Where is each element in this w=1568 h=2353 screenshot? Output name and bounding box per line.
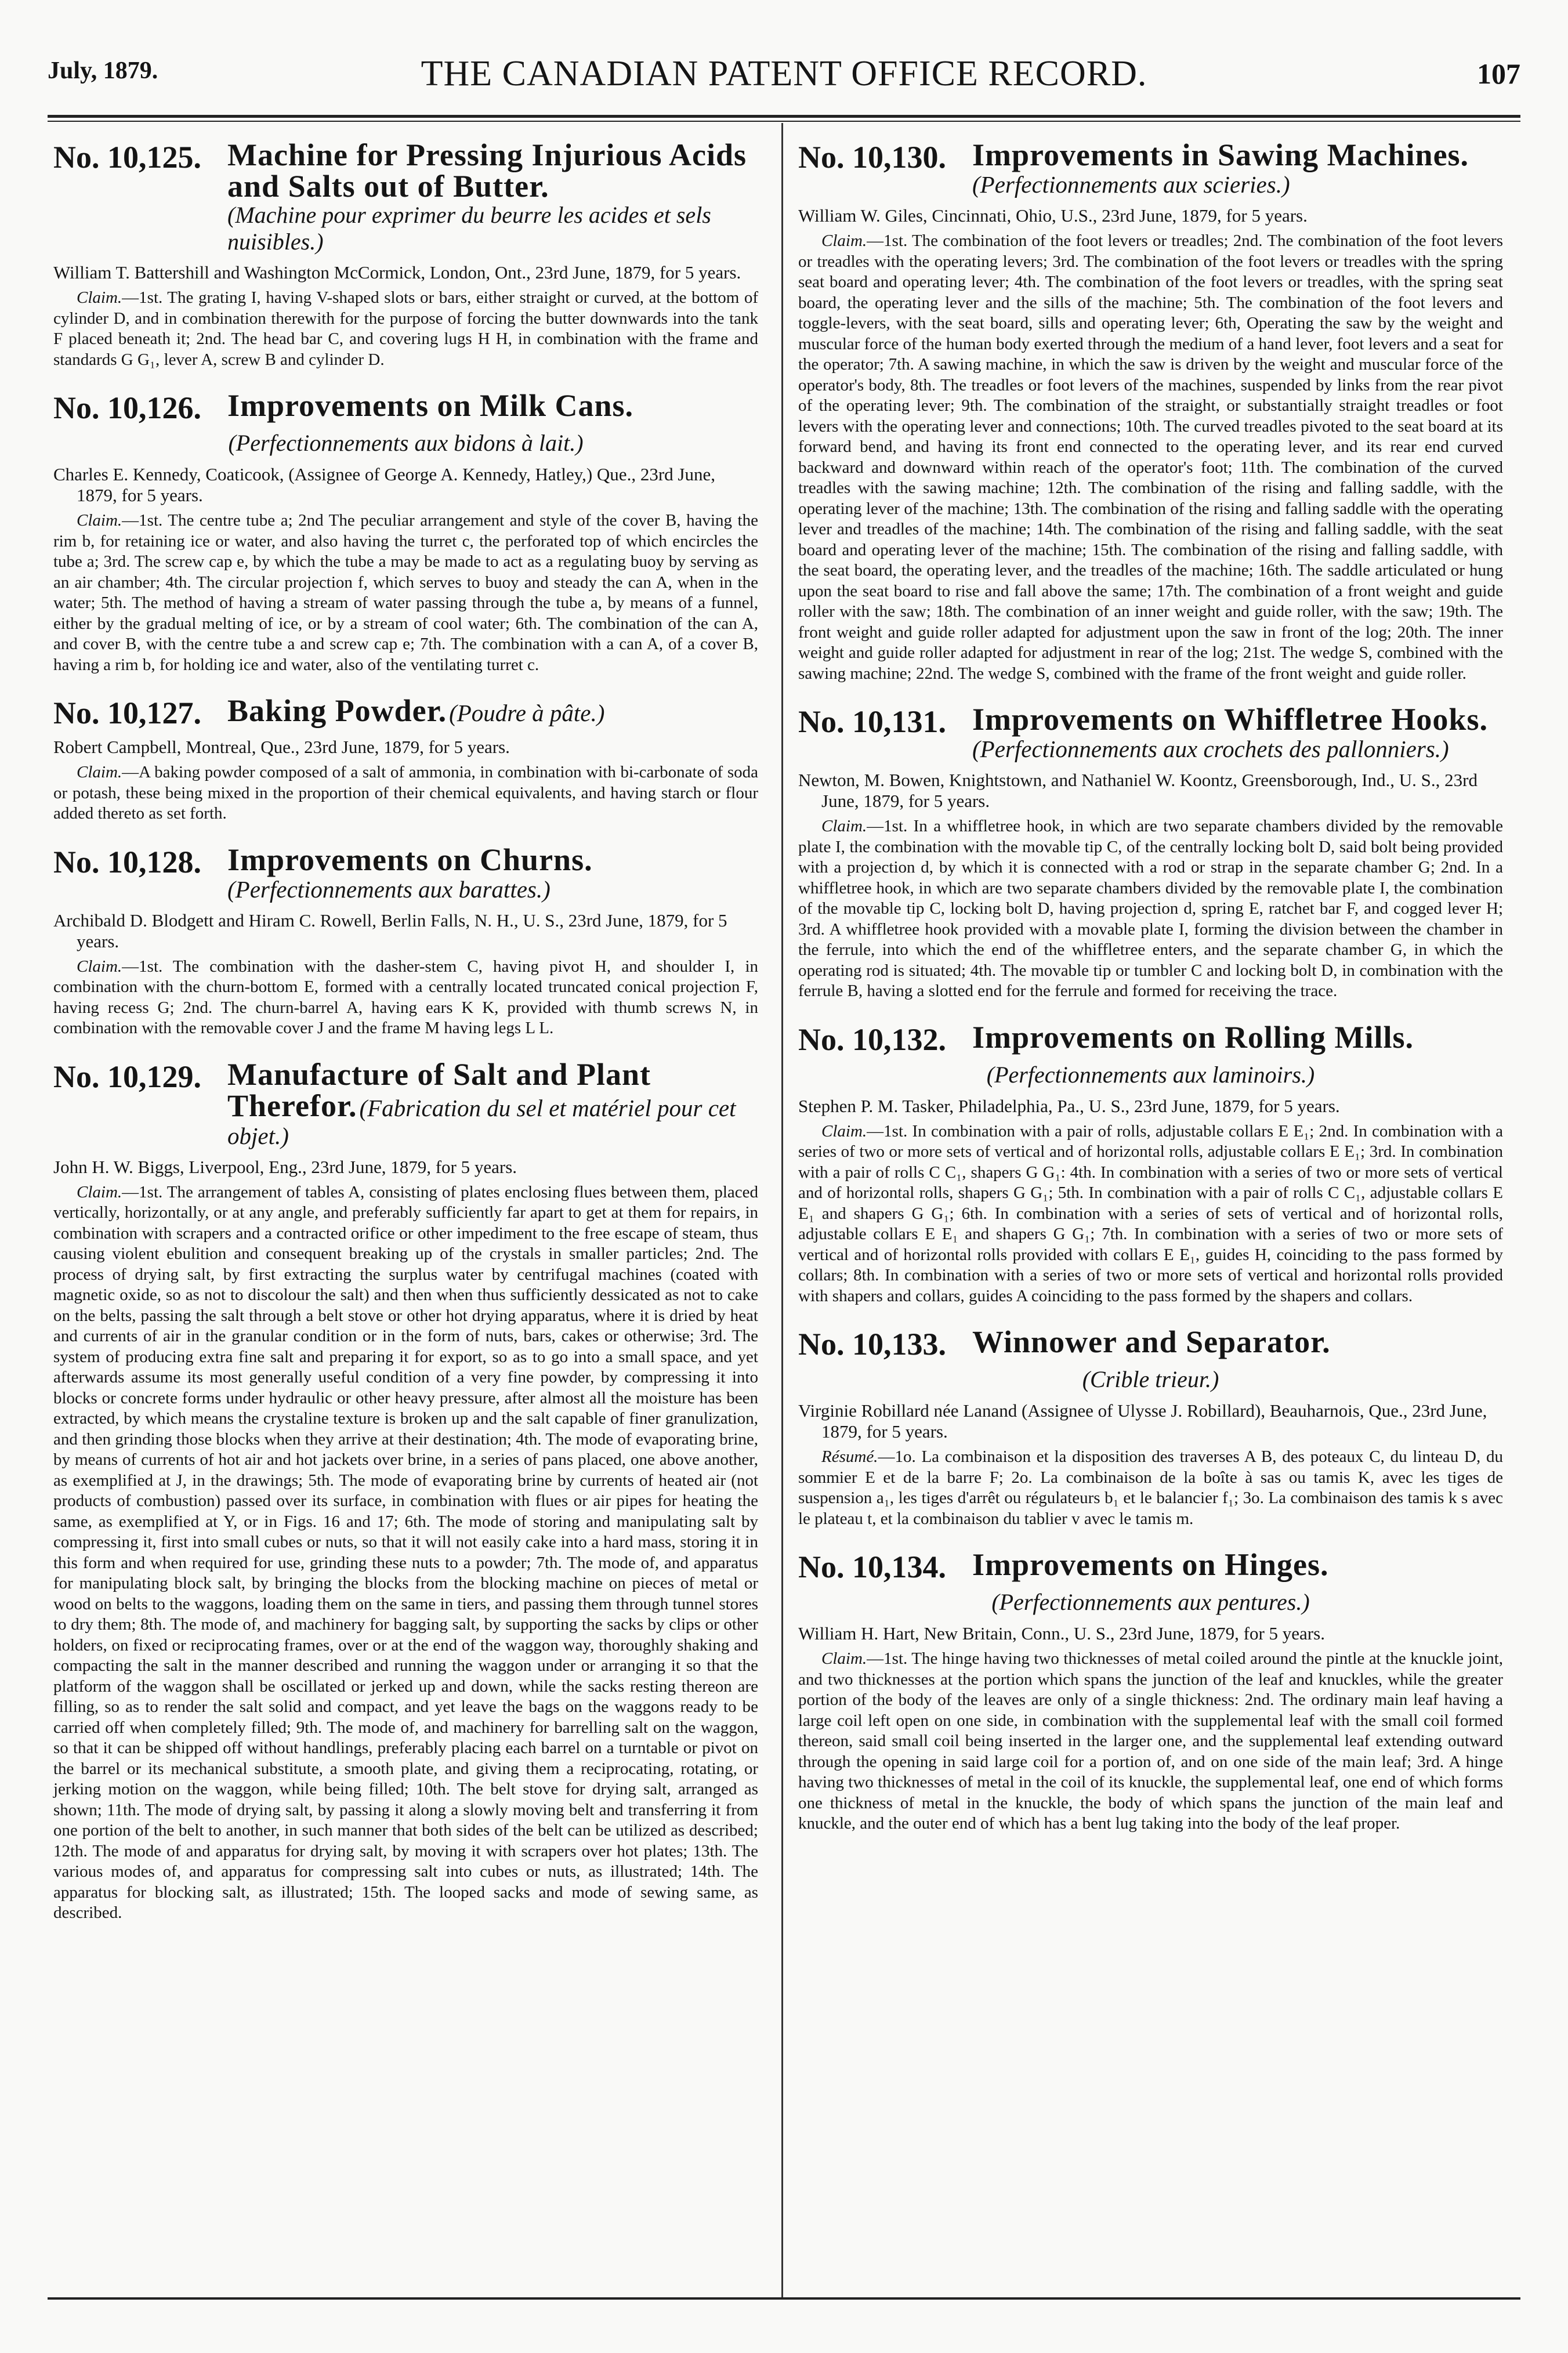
entry-heading [798, 704, 1503, 763]
claim-label: Claim. [821, 1649, 867, 1668]
patent-entry [798, 1549, 1503, 1834]
inventor-line: William H. Hart, New Britain, Conn., U. S., 23rd June, 1879, for 5 years. [798, 1623, 1325, 1644]
publication-title: THE CANADIAN PATENT OFFICE RECORD. [421, 54, 1147, 93]
patent-title: Winnower and Separator. [972, 1324, 1331, 1359]
inventor-line: William W. Giles, Cincinnati, Ohio, U.S., 23rd June, 1879, for 5 years. [798, 205, 1308, 226]
patent-title: Manufacture of Salt and Plant Therefor. [227, 1056, 651, 1123]
patent-title: Improvements in Sawing Machines. [972, 137, 1469, 172]
claim-text [53, 511, 758, 675]
claim-body: —1st. In a whiffletree hook, in which are two separate chambers divided by the removable plate I, the combination with the movable tip C, of the centrally locking bolt D, said bolt being provided with a projection d, by which it is connected with a rod or strap in the separate chamber G; 2nd. In a whiffletree hook, in which are two separate chambers divided by the removable plate I, the combination of the movable tip C, locking bolt D, having projection d, spring E, ratchet bar F, and cogged lever H; 3rd. A whiffletree hook provided with a movable plate I, forming the division between the chamber in the ferrule, into which the end of the whiffletree enters, and the separate chamber G, in which the operating rod is situated; 4th. The movable tip or tumbler C and locking bolt D, in combination with the ferrule B, having a slotted end for the ferrule and formed for receiving the trace. [798, 817, 1503, 1000]
patent-translation: (Perfectionnements aux crochets des pallonniers.) [972, 736, 1449, 762]
entry-heading [798, 139, 1503, 198]
patent-translation: (Crible trieur.) [1082, 1366, 1219, 1392]
claim-body: —A baking powder composed of a salt of ammonia, in combination with bi-carbonate of soda or potash, these being mixed in the proportion of their chemical equivalents, and having starch or flour added thereto as set forth. [53, 763, 758, 823]
patent-entry [798, 1019, 1503, 1307]
claim-body: —1st. The centre tube a; 2nd The peculiar arrangement and style of the cover B, having the rim b, for retaining ice or water, and also having the turret c, the perforated top of which encircles the tube a; 3rd. The screw cap e, by which the tube a may be made to act as a regulating buoy by serving as an air chamber; 4th. The circular projection f, which serves to buoy and steady the can A, when in the water; 5th. The method of having a stream of water passing through the tube a, by means of a funnel, either by the gradual melting of ice, or by a stream of cool water; 6th. The combination of the can A, and cover B, with the centre tube a and screw cap e; 7th. The combination with a can A, of a cover B, having a rim b, for holding ice and water, also of the ventilating turret c. [53, 511, 758, 674]
claim-body: —1st. The combination with the dasher-stem C, having pivot H, and shoulder I, in combination with the churn-bottom E, formed with a centrally located truncated conical projection F, having recess G; 2nd. The churn-barrel A, having ears K K, provided with thumb screws N, in combination with the removable cover J and the frame M having legs L L. [53, 957, 758, 1037]
claim-body: —1st. The arrangement of tables A, consisting of plates enclosing flues between them, placed vertically, horizontally, or at any angle, and preferably sufficiently far apart to get at them for repairs, in combination with scrapers and a contracted orifice or other impediment to the free escape of steam, thus causing violent ebulition and consequent breaking up of the crystals in smaller particles; 2nd. The process of drying salt, by first extracting the surplus water by centrifugal machines (coated with magnetic oxide, so as not to discolour the salt) and then when thus sufficiently dessicated as not to cake on the belts, passing the salt through a belt stove or other hot drying apparatus, where it is dried by heat and currents of air in the granular condition or in the form of nuts, bars, cakes or otherwise; 3rd. The system of producing extra fine salt and preparing it for export, so as to go into a small space, and yet afterwards assume its most generally useful condition of a very fine powder, by compressing it into blocks or concrete forms under hydraulic or other heavy pressure, after almost all the moisture has been extracted, by which means the crystaline texture is broken up and the salt capable of finer granulization, and then grinding those blocks when they arrive at their destination; 4th. The mode of evaporating brine, by means of currents of hot air and hot jackets over brine, in a series of pans placed, one above another, as exemplified at J, in the drawings; 5th. The mode of evaporating brine by currents of heated air (not products of combustion) passed over its surface, in combination with flues or air pipes for heating the same, as exemplified at Y, or in Figs. 16 and 17; 6th. The mode of storing and manipulating salt by compressing it, first into small cubes or nuts, so that it will not easily cake into a hard mass, storing it in this form and when required for use, grinding these nuts to a powder; 7th. The mode of, and apparatus for manipulating block salt, by bringing the blocks from the blocking machine on pieces of metal or wood on belts to the waggons, loading them on the same in tiers, and passing them through tunnel stores to dry them; 8th. The mode of, and machinery for bagging salt, by supporting the sacks by clips or other holders, on fixed or reciprocating frames, over or at the end of the waggon way, thoroughly shaking and compacting the salt in the manner described and running the waggon under or arranging it so that the platform of the waggon shall be oscillated or jerked up and down, while the sacks resting thereon are filling, so as to render the salt solid and compact, and yet leave the bags on the waggons ready to be carried off when completely filled; 9th. The mode of, and machinery for barrelling salt on the waggon, so that it can be shipped off without handlings, preferably placing each barrel on a turntable or pivot on the barrel or its mechanical substitute, a smooth plate, and giving them a reciprocating, rotating, or jerking motion on the waggon, while being filled; 10th. The belt stove for drying salt, arranged as shown; 11th. The mode of drying salt, by passing it along a slowly moving belt and transferring it from one portion of the belt to another, in such manner that both sides of the belt can be utilized as described; 12th. The mode of and apparatus for drying salt, by moving it with scrapers over hot plates; 13th. The various modes of, and apparatus for compressing salt into cubes or nuts, as illustrated; 14th. The apparatus for blocking salt, as illustrated; 15th. The looped sacks and mode of sewing same, as described. [53, 1182, 758, 1922]
claim-label: Claim. [821, 1121, 867, 1141]
entry-heading [53, 844, 758, 903]
claim-label: Claim. [77, 957, 122, 976]
claim-label: Claim. [821, 231, 867, 250]
inventor-line: Archibald D. Blodgett and Hiram C. Rowell, Berlin Falls, N. H., U. S., 23rd June, 1879, for 5 years. [53, 910, 727, 951]
claim-body: —1st. In combination with a pair of rolls, adjustable collars E E₁; 2nd. In combination with a series of two or more sets of vertical and of horizontal rolls, adjustable collars E E₁; 3rd. In combination with a pair of rolls C C₁, shapers G G₁: 4th. In combination with a series of two or more sets of vertical and of horizontal rolls, shapers G G₁; 5th. In combination with a pair of rolls C C₁, adjustable collars E E₁ and shapers G G₁; 6th. In combination with a series of sets of vertical and of horizontal rolls, adjustable collars E E₁ and shapers G G₁; 7th. In combination with a series of two or more sets of vertical and of horizontal rolls provided with collars E E₁, guides H, coinciding to the pass formed by collars; 8th. In combination with a series of two or more sets of vertical and horizontal rolls provided with shapers and collars, guides A coinciding to the pass formed by the shapers and collars. [798, 1121, 1503, 1305]
claim-text [798, 231, 1503, 684]
patent-title: Baking Powder. [227, 693, 447, 728]
claim-text [798, 1649, 1503, 1834]
entry-heading [53, 139, 758, 202]
patent-entry [53, 844, 758, 1039]
entry-heading [53, 695, 758, 730]
patent-number: No. 10,133. [798, 1327, 946, 1362]
patent-title: Improvements on Rolling Mills. [972, 1019, 1414, 1055]
page-number: 107 [1477, 57, 1520, 90]
claim-label: Claim. [77, 1182, 122, 1201]
header-rule [48, 115, 1520, 118]
claim-label: Claim. [77, 511, 122, 530]
inventor-line: Robert Campbell, Montreal, Que., 23rd June, 1879, for 5 years. [53, 737, 510, 757]
patent-title: Improvements on Churns. [227, 842, 593, 877]
patent-translation: (Poudre à pâte.) [449, 700, 605, 726]
patent-number: No. 10,125. [53, 140, 201, 175]
left-column [53, 139, 758, 1943]
patent-entry [798, 1326, 1503, 1529]
inventor-line: William T. Battershill and Washington McCormick, London, Ont., 23rd June, 1879, for 5 years. [53, 262, 741, 283]
page-header [48, 53, 1520, 106]
entry-heading [53, 1056, 758, 1150]
column-divider [781, 123, 783, 2297]
patent-entry [53, 1056, 758, 1924]
claim-body: —1st. The hinge having two thicknesses of metal coiled around the pintle at the knuckle joint, and two thicknesses at the portion which spans the junction of the leaf and knuckles, while the greater portion of the body of the leaves are only of a single thickness: 2nd. The ordinary main leaf having a large coil left open on one side, in combination with the supplemental leaf with the small coil formed thereon, said small coil being inserted in the larger one, and the supplemental leaf extending outward through the opening in said large coil for a portion of, and on one side of the main leaf; 3rd. A hinge having two thicknesses of metal in the coil of its knuckle, the supplemental leaf, one end of which forms one thickness of metal in the knuckle, the body of which spans the junction of the main leaf and knuckle, and the outer end of which has a bent lug taking into the body of the leaf proper. [798, 1649, 1503, 1833]
header-rule-thin [48, 121, 1520, 122]
patent-translation: (Perfectionnements aux laminoirs.) [986, 1061, 1315, 1088]
patent-translation: (Perfectionnements aux pentures.) [991, 1589, 1310, 1615]
claim-label: Claim. [821, 817, 867, 835]
entry-heading [798, 1326, 1503, 1361]
patent-number: No. 10,128. [53, 844, 201, 879]
inventor-line: Charles E. Kennedy, Coaticook, (Assignee of George A. Kennedy, Hatley,) Que., 23rd June, 1879, for 5 years. [53, 464, 715, 505]
inventor-line: Virginie Robillard née Lanand (Assignee of Ulysse J. Robillard), Beauharnois, Que., 23rd June, 1879, for 5 years. [798, 1400, 1487, 1442]
claim-text [798, 1121, 1503, 1307]
patent-translation: (Fabrication du sel et matériel pour cet objet.) [227, 1094, 736, 1149]
issue-date: July, 1879. [48, 57, 158, 84]
inventor-line: Newton, M. Bowen, Knightstown, and Nathaniel W. Koontz, Greensborough, Ind., U. S., 23rd June, 1879, for 5 years. [798, 770, 1478, 811]
claim-text [53, 957, 758, 1039]
patent-title: Improvements on Milk Cans. [227, 388, 634, 423]
patent-translation: (Perfectionnements aux barattes.) [227, 875, 551, 903]
patent-entry [798, 704, 1503, 1002]
right-column [798, 139, 1503, 1854]
claim-text [798, 1447, 1503, 1529]
claim-label: Résumé. [821, 1447, 878, 1466]
patent-translation: (Perfectionnements aux scieries.) [972, 171, 1290, 198]
claim-body: —1st. The grating I, having V-shaped slots or bars, either straight or curved, at the bottom of cylinder D, and in combination therewith for the purpose of forcing the butter downwards into the tank F placed beneath it; 2nd. The head bar C, and covering lugs H H, in combination with the frame and standards G G₁, lever A, screw B and cylinder D. [53, 288, 758, 369]
patent-title: Improvements on Hinges. [972, 1547, 1329, 1582]
claim-label: Claim. [77, 763, 122, 781]
patent-entry [53, 390, 758, 675]
patent-number: No. 10,134. [798, 1550, 946, 1584]
inventor-line: Stephen P. M. Tasker, Philadelphia, Pa., U. S., 23rd June, 1879, for 5 years. [798, 1095, 1340, 1116]
patent-number: No. 10,132. [798, 1022, 946, 1057]
patent-translation: (Machine pour exprimer du beurre les acides et sels nuisibles.) [227, 202, 711, 255]
patent-entry [53, 695, 758, 824]
patent-number: No. 10,126. [53, 390, 201, 425]
claim-body: —1st. The combination of the foot levers or treadles; 2nd. The combination of the foot levers or treadles with the operating levers; 3rd. The combination of the foot levers or treadles with the spring seat board and operating lever; 4th. The combination of the foot levers or treadles, with the spring seat board, the operating lever and the sills of the machine; 5th. The combination of the foot levers and toggle-levers, with the seat board, sills and operating lever; 6th, Operating the saw by the weight and muscular force of the human body exerted through the medium of a hand lever, foot levers and a seat for the operator; 7th. A sawing machine, in which the saw is driven by the weight and muscular force of the operator's body, 8th. The treadles or foot levers of the machines, suspended by links from the rear pivot of the operating lever; 9th. The combination of the straight, or substantially straight treadles or foot levers with the operating lever and connections; 10th. The curved treadles pivoted to the seat board at its forward bend, and having its front end connected to the operating lever, and its rear end curved backward and downward within reach of the operator's foot; 11th. The combination of the curved treadles with the sawing machine; 12th. The combination of the rising and falling saddle, with the operating lever of the machine; 13th. The combination of the rising and falling saddle with the operating lever and treadles of the machine; 14th. The combination of the rising and falling saddle, with the seat board and operating lever of the machine; 15th. The combination of the rising and falling saddle, with the seat board, the operating lever, and the treadles of the machine; 16th. The saddle articulated or hung upon the seat board to rise and fall above the same; 17th. The combination of a front weight and guide roller with the saw; 18th. The combination of an inner weight and guide roller, with the saw; 19th. The front weight and guide roller adapted for adjustment upon the saw in front of the log; 20th. The inner weight and guide roller adapted for adjustment in rear of the log; 21st. The wedge S, combined with the sawing machine; 22nd. The wedge S, combined with the frame of the front weight and guide roller. [798, 231, 1503, 683]
claim-text [53, 1182, 758, 1924]
patent-number: No. 10,130. [798, 140, 946, 175]
entry-heading [798, 1549, 1503, 1584]
patent-title: Improvements on Whiffletree Hooks. [972, 702, 1488, 737]
patent-translation: (Perfectionnements aux bidons à lait.) [228, 430, 584, 456]
entry-heading [53, 390, 758, 425]
claim-body: —1o. La combinaison et la disposition des traverses A B, des poteaux C, du linteau D, du sommier E et de la barre F; 2o. La combinaison de la boîte à sas ou tamis K, avec les tiges de suspension a₁, les tiges d'arrêt ou régulateurs b₁ et le balancier f₁; 3o. La combinaison des tamis k s avec le plateau t, et la combinaison du tablier v avec le tamis m. [798, 1447, 1503, 1528]
patent-entry [53, 139, 758, 370]
inventor-line: John H. W. Biggs, Liverpool, Eng., 23rd June, 1879, for 5 years. [53, 1156, 517, 1177]
patent-number: No. 10,127. [53, 696, 201, 730]
claim-text [53, 762, 758, 824]
claim-text [798, 816, 1503, 1002]
entry-heading [798, 1019, 1503, 1057]
patent-title: Machine for Pressing Injurious Acids and Salts out of Butter. [227, 137, 747, 204]
claim-text [53, 288, 758, 370]
claim-label: Claim. [77, 288, 122, 307]
patent-number: No. 10,129. [53, 1059, 201, 1094]
patent-number: No. 10,131. [798, 704, 946, 739]
patent-entry [798, 139, 1503, 684]
footer-rule [48, 2297, 1520, 2300]
